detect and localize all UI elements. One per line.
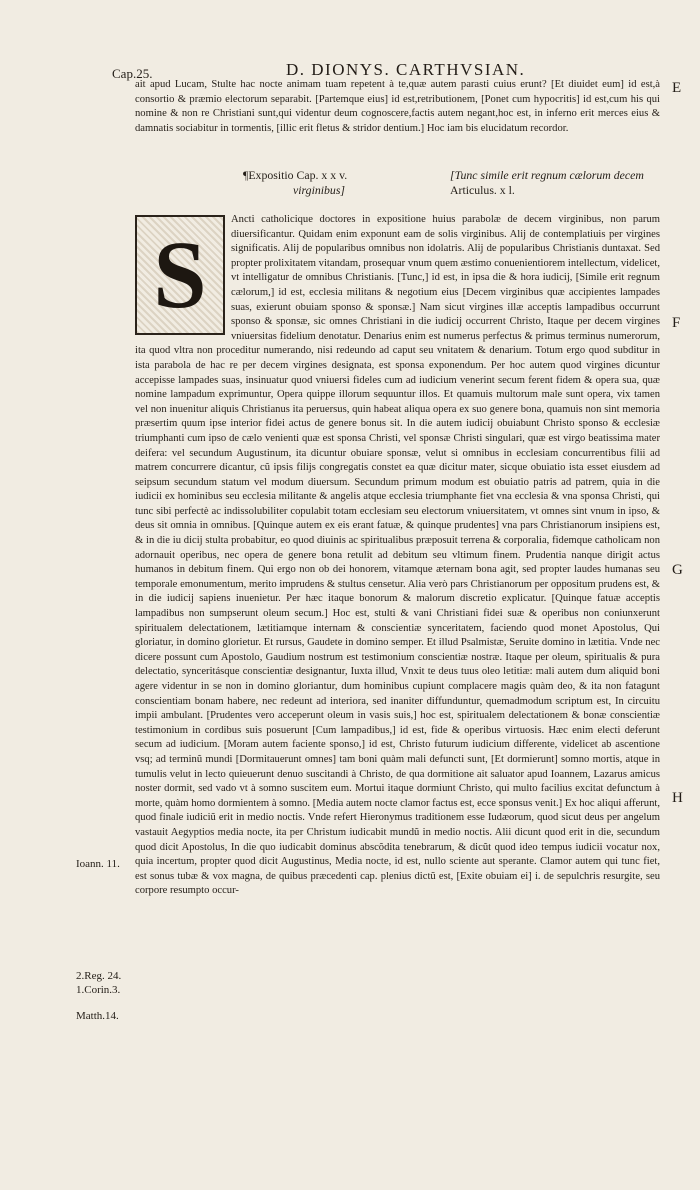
margin-letter-h: H	[672, 790, 683, 806]
section-heading-right	[450, 168, 644, 197]
running-title: D. DIONYS. CARTHVSIAN.	[286, 60, 526, 79]
body-paragraph	[135, 213, 660, 899]
drop-cap-letter: S	[153, 221, 207, 328]
body-text: Ancti catholicique doctores in expositione huius parabolæ de decem virginibus, non parum diuersificantur. Quidam enim exponunt eam de solis virginibus. Alij de contemplatiuis per virgines significatis. Alij de popularibus omnibus non idolatris. Alij de popularibus Christianis duntaxat. Sed propter prolixitatem vitandam, prosequar vnum quem æstimo conuenientiorem intellectum, videlicet, vt intelligatur de omnibus Christianis. [Tunc,] id est, in ipsa die & hora iudicij, [Simile erit regnum cælorum,] id est, ecclesia militans & negotium eius [Decem virginibus quæ accipientes lampades suas, exierunt obuiam sponso & sponsæ.] Nam sicut virgines illæ acceptis lampadibus occurrunt sponso & sponsæ, sic omnes Christiani in die iudicij occurrent Christo, Itaque per decem virgines vniuersitas fidelium denotatur. Denarius enim est numerus perfectus & primus terminus numerorum, ita quod vltra non proceditur numerando, nisi redeundo ad caput seu vnitatem & denarium. Totum ergo quod subditur in ista parabola de hac re per decem virgines designata, est sponsa exponendum. Per hoc autem quod virgines dicuntur accepisse lampades suas, insinuatur quod vniuersi fideles cum ad iudicium venerint secum ferent fidem & opera sua, quæ nomine lampadum exprimuntur, Opera quippe illorum sequuntur illos. Et quamuis multorum male sunt opera, vix tamen vel non inuenitur aliquis Christianus ita peruersus, quin habeat aliqua opera ex suo genere bona, quamuis non sint memoria præsertim quum ipse interior fidei actus de genere bonus sit. In die autem iudicij obuiabunt Christo sponso & ecclesiæ triumphanti cum ipso de cælo venienti quæ est sponsa Christi, vel sponsæ Christi singulari, quæ est virgo beatissima mater deifera: vel secundum Augustinum, ita dicuntur obuiare sponsæ, velut si omnibus in ecclesiam concurrentibus filii ad matrem concurrere dicantur, cũ ipsis filijs congregatis constet ea quæ dicitur mater, sicque obuiatio ista esset eiusdem ad seipsum secundum statum vel modum diuersum. Secundum primum modum est obuiatio patris ad patrem, quia in die iudicii ex hominibus seu ecclesia militante & angelis atque ecclesia triumphante fiet vna ecclesia & vna sponsa Christi, qui tunc sibi perfectè ac indissolubiliter copulabit totam ecclesiam seu electorum vniuersitatem, vt omnes sint vnum in ipso, & deus sit omnia in omnibus. [Quinque autem ex eis erant fatuæ, & quinque prudentes] vna pars Christianorum insipiens est, & in die iu dicij stulta probabitur, eo quod diuinis ac spiritualibus præposuit terrena & corporalia, fidemque catholicam non adornauit operibus, nec opera de genere bona retulit ad debitum seu vltimum finem. Prudentia nanque dirigit actus humanos in debitum finem. Qui ergo non ob dei honorem, vitamque æternam bona agit, sed propter laudes humanas seu temporale emonumentum, merito imprudens & stultus censetur. Alia verò pars Christianorum per oppositum prudens est, & in die iudicij sapiens inuenietur. Per hæc itaque bonorum & malorum discretio explicatur. [Quinque fatuæ acceptis lampadibus non sumpserunt oleum secum.] Hoc est, stulti & vani Christiani fidei suæ & operibus non coniunxerunt spiritualem delectationem, lætitiamque internam & conscientiæ synceritatem, faciendo quod monet Apostolus, Qui gloriatur, in domino glorietur. Et rursus, Gaudete in domino semper. Et illud Psalmistæ, Seruite domino in lætitia. Vnde nec dicere possunt cum Apostolo, Gaudium nostrum est testimonium conscientiæ nostræ. Itaque per oleum, spiritualis & pura delectatio, synceritásque conscientiæ designantur, Iuxta illud, Vnxit te deus tuus oleo letitiæ: mali autem dum aliquid boni agere videntur in se non in domino gloriantur, dum hominibus cupiunt complacere magis quàm deo, & ita non fatagunt conscientiam bonam habere, nec redeunt ad interiora, sed inaniter diffunduntur, quemadmodum scriptum est, In circuitu impii ambulant. [Prudentes vero acceperunt oleum in vasis suis,] hoc est, spiritualem delectationem & bonæ conscientiæ testimonium in cordibus suis posuerunt [Cum lampadibus,] id est, fide & operibus virtuosis. Hæc enim electi deferunt secum ad iudicium. [Moram autem faciente sponso,] id est, Christo futurum iudicium differente, videlicet ab ascentione vsq; ad terminũ mundi [Dormitauerunt omnes] tam boni quàm mali defuncti sunt, [Et dormierunt] somno mortis, atque in tumulis velut in lecto quieuerunt denuo suscitandi à Christo, de qua dormitione ait saluator apud Ioannem, Lazarus amicus noster dormit, sed vado vt à somno suscitem eum. Mortui itaque dormiunt Christo, qui multo facilius excitat defunctum à morte, quàm homo dormientem à somno. [Media autem nocte clamor factus est, ecce sponsus venit.] Ex hoc aliqui afferunt, quod finale iudiciũ erit in medio noctis. Vnde refert Hieronymus traditionem esse Iudæorum, quod sicut deus per angelum vastauit Aegyptios media nocte, ita per Christum iudicabit mundũ in medio noctis. Alii dicunt quod erit in die, secundum quod dicit Apostolus, In die quo iudicabit dominus abscõdita tenebrarum, & dicũt quod ideo tempus iudicii vocatur nox, quia incertum, propter quod dicit Augustinus, Media nocte, id est, nullo sciente aut sperante. Clamor autem qui tunc fiet, est sonus tubæ & vox magna, de quibus præcedenti cap. plenius dictũ est, [Exite obuiam ei] i. de sepulchris resurgite, seu corpore resumpto occur-	[135, 214, 660, 897]
heading-left-line2: virginibus]	[293, 182, 345, 197]
margin-letter-g: G	[672, 562, 683, 578]
heading-left-line1: ¶Expositio Cap. x x v.	[243, 168, 348, 182]
margin-ref-ioann: Ioann. 11.	[76, 858, 120, 870]
intro-text: ait apud Lucam, Stulte hac nocte animam tuam repetent à te,quæ autem parasti cuius erunt? [Et diuidet eum] id est,à consortio & præmio electorum separabit. [Partemque eius] id est,retributionem, [Ponet cum hypocritis] id est,cum his qui nomine & non re Christiani sunt,qui videntur deum cognoscere,factis autem negant,hoc est, in inferno erit merces eius & damnatis sociabitur in tormentis, [illic erit fletus & stridor dentium.] Hoc iam bis elucidatum recordor.	[135, 79, 660, 134]
section-heading-left	[243, 168, 347, 197]
margin-ref-reg: 2.Reg. 24.	[76, 970, 122, 982]
chapter-label: Cap.25.	[112, 66, 153, 81]
heading-right-line1: [Tunc simile erit regnum cælorum decem	[450, 168, 644, 182]
heading-right-line2: Articulus. x l.	[450, 182, 515, 197]
drop-cap	[135, 215, 225, 335]
margin-letter-f: F	[672, 315, 681, 331]
intro-paragraph	[135, 78, 660, 136]
margin-letter-e: E	[672, 80, 682, 96]
margin-ref-matth: Matth.14.	[76, 1010, 119, 1022]
margin-ref-corin: 1.Corin.3.	[76, 984, 121, 996]
